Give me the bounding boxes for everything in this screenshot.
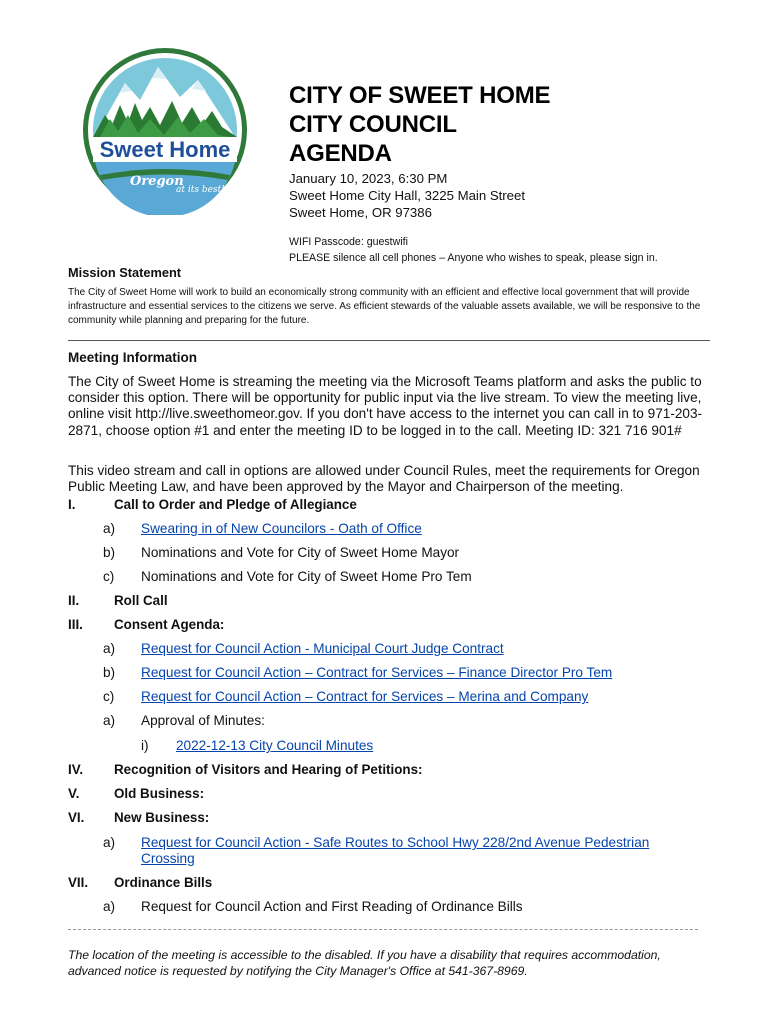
section-title-3: Consent Agenda: <box>114 617 225 632</box>
meeting-info-para1: The City of Sweet Home is streaming the meeting via the Microsoft Teams platform and asks the public to consider this option. There will be opportunity for public input via the live stream. To view the meeting live, online visit http://live.sweethomeor.gov. If you don't have access to the internet you can call in to 971-203-2871, choose option #1 and enter the meeting ID to be logged in to the call. Meeting ID: 321 716 901# <box>68 374 703 438</box>
meeting-date: January 10, 2023, 6:30 PM <box>289 171 448 186</box>
link-safe-routes[interactable]: Request for Council Action - Safe Routes to School Hwy 228/2nd Avenue Pedestrian Crossing <box>141 835 650 866</box>
link-minutes[interactable]: 2022-12-13 City Council Minutes <box>176 738 374 753</box>
logo-tagline: at its best! <box>176 185 225 195</box>
link-merina-company[interactable]: Request for Council Action – Contract for Services – Merina and Company <box>141 689 589 704</box>
item-letter: a) <box>103 521 116 536</box>
sweet-home-logo <box>80 45 250 215</box>
section-number-1: I. <box>68 497 76 512</box>
item-letter: c) <box>103 569 115 584</box>
section-number-4: IV. <box>68 762 84 777</box>
wifi-passcode: WIFI Passcode: guestwifi <box>289 236 408 248</box>
logo-oregon: Oregon <box>130 174 184 189</box>
item-letter: a) <box>103 835 116 850</box>
section-title-5: Old Business: <box>114 786 205 801</box>
footer-divider <box>68 929 698 930</box>
meeting-location: Sweet Home City Hall, 3225 Main Street <box>289 188 526 203</box>
subitem-roman: i) <box>141 738 149 753</box>
section-title-1: Call to Order and Pledge of Allegiance <box>114 497 357 512</box>
item-letter: a) <box>103 899 116 914</box>
divider <box>68 340 710 341</box>
item-letter: b) <box>103 545 116 560</box>
section-title-4: Recognition of Visitors and Hearing of Petitions: <box>114 762 423 777</box>
link-judge-contract[interactable]: Request for Council Action - Municipal Court Judge Contract <box>141 641 504 656</box>
link-oath-of-office[interactable]: Swearing in of New Councilors - Oath of Office <box>141 521 422 536</box>
mission-text: The City of Sweet Home will work to build an economically strong community with an efficient and effective local government that will provide infrastructure and essential services to the citizens we serve. As efficient stewards of the valuable assets available, we will be responsive to the community while planning and preparing for the future. <box>68 287 701 326</box>
link-finance-director[interactable]: Request for Council Action – Contract for Services – Finance Director Pro Tem <box>141 665 613 680</box>
title-line3: AGENDA <box>289 140 392 167</box>
meeting-info-para2: This video stream and call in options are allowed under Council Rules, meet the requirements for Oregon Public Meeting Law, and have been approved by the Mayor and Chairperson of the meeting. <box>68 463 700 495</box>
section-title-2: Roll Call <box>114 593 168 608</box>
section-number-5: V. <box>68 786 80 801</box>
item-letter: b) <box>103 665 116 680</box>
item-approval-minutes: Approval of Minutes: <box>141 713 265 728</box>
title-line1: CITY OF SWEET HOME <box>289 82 551 109</box>
item-mayor-vote: Nominations and Vote for City of Sweet Home Mayor <box>141 545 460 560</box>
item-letter: a) <box>103 641 116 656</box>
item-ordinance-reading: Request for Council Action and First Reading of Ordinance Bills <box>141 899 523 914</box>
section-number-6: VI. <box>68 810 85 825</box>
meeting-info-heading: Meeting Information <box>68 350 197 365</box>
item-letter: c) <box>103 689 115 704</box>
logo-name: Sweet Home <box>99 137 231 162</box>
meeting-city: Sweet Home, OR 97386 <box>289 205 432 220</box>
item-pro-tem-vote: Nominations and Vote for City of Sweet Home Pro Tem <box>141 569 472 584</box>
section-number-2: II. <box>68 593 80 608</box>
section-number-7: VII. <box>68 875 89 890</box>
section-title-6: New Business: <box>114 810 210 825</box>
section-title-7: Ordinance Bills <box>114 875 213 890</box>
accessibility-notice: The location of the meeting is accessible to the disabled. If you have a disability that requires accommodation, advanced notice is requested by notifying the City Manager's Office at 541-367-8969. <box>68 948 661 978</box>
item-letter: a) <box>103 713 116 728</box>
cellphone-notice: PLEASE silence all cell phones – Anyone who wishes to speak, please sign in. <box>289 252 658 264</box>
mission-heading: Mission Statement <box>68 265 182 280</box>
title-line2: CITY COUNCIL <box>289 111 457 138</box>
section-number-3: III. <box>68 617 83 632</box>
